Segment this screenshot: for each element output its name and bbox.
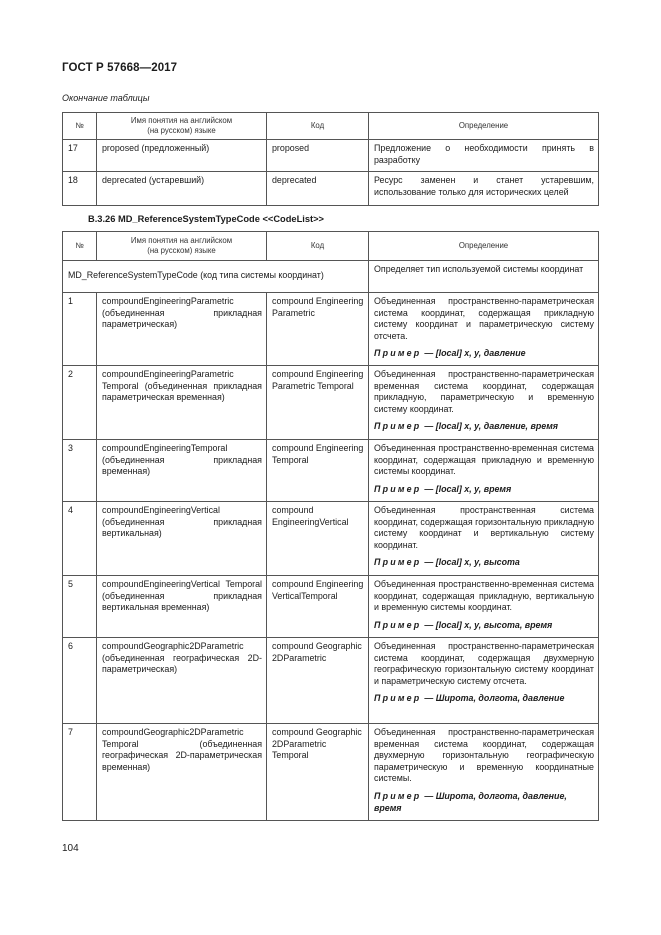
example-label: Пример [374,421,422,432]
table-row [63,638,599,724]
class-row [63,261,599,293]
example-text: — [local] x, y, давление [424,348,526,359]
header-code: Код [267,232,369,261]
cell-number: 7 [63,724,97,821]
header-definition: Определение [369,113,599,140]
example-text: — Широта, долгота, давление [424,693,565,704]
cell-definition: Ресурс заменен и станет устаревшим, использование только для исторических целей [369,172,599,206]
example-note [374,421,594,433]
definition-text: Объединенная пространственно-параметрическая система координат, содержащая двухмерную географическую горизонтальную систему координат и параметрическую систему отсчета. [374,641,594,686]
cell-name: compoundEngineeringVertical Temporal (объединенная прикладная вертикальная временная) [97,576,267,638]
header-number: № [63,113,97,140]
header-number: № [63,232,97,261]
example-note [374,557,594,569]
table-row [63,502,599,576]
codelist-table [62,231,599,821]
example-label: Пример [374,693,422,704]
definition-text: Объединенная пространственно-временная система координат, содержащая прикладную, вертикальную и временную системы координат. [374,579,594,613]
table-row [63,140,599,172]
cell-definition [369,576,599,638]
cell-class-name: MD_ReferenceSystemTypeCode (код типа системы координат) [63,261,369,293]
example-text: — [local] x, y, высота, время [424,619,553,630]
cell-name: deprecated (устаревший) [97,172,267,206]
table-row [63,576,599,638]
table-row [63,366,599,440]
definition-text: Объединенная пространственно-параметрическая система координат, содержащая прикладную систему координат и параметрическую систему отсчета. [374,296,594,341]
cell-name: compoundGeographic2DParametric (объединенная географическая 2D-параметрическая) [97,638,267,724]
example-note [374,791,594,814]
header-definition: Определение [369,232,599,261]
cell-name: compoundEngineeringParametric (объединенная прикладная параметрическая) [97,293,267,366]
cell-code: deprecated [267,172,369,206]
cell-code: compound Geographic 2DParametric [267,638,369,724]
cell-number: 18 [63,172,97,206]
table-row [63,293,599,366]
example-note [374,348,594,360]
cell-code: compound Engineering VerticalTemporal [267,576,369,638]
cell-number: 2 [63,366,97,440]
table-row [63,440,599,502]
table-row [63,172,599,206]
cell-code: compound Engineering Temporal [267,440,369,502]
cell-number: 1 [63,293,97,366]
cell-definition [369,366,599,440]
cell-name: compoundEngineeringParametric Temporal (объединенная прикладная параметрическая временная) [97,366,267,440]
header-name: Имя понятия на английском (на русском) языке [97,232,267,261]
page-number: 104 [62,843,79,854]
cell-code: proposed [267,140,369,172]
example-note [374,620,594,632]
definition-text: Объединенная пространственно-временная система координат, содержащая прикладную и временную системы координат. [374,443,594,477]
cell-name: compoundEngineeringTemporal (объединенная прикладная временная) [97,440,267,502]
table-header-row [63,113,599,140]
cell-number: 4 [63,502,97,576]
example-label: Пример [374,348,422,359]
cell-definition [369,293,599,366]
example-note [374,484,594,496]
cell-name: proposed (предложенный) [97,140,267,172]
example-text: — [local] x, y, высота [424,557,520,568]
table-header-row [63,232,599,261]
cell-code: compound Geographic 2DParametric Temporal [267,724,369,821]
cell-number: 3 [63,440,97,502]
cell-number: 17 [63,140,97,172]
table-continuation [62,112,599,206]
example-label: Пример [374,557,422,568]
definition-text: Объединенная пространственно-параметрическая временная система координат, содержащая двухмерную горизонтальную географическую параметрическую и временную координатные системы. [374,727,594,784]
cell-definition [369,638,599,724]
table-row [63,724,599,821]
section-heading: В.3.26 MD_ReferenceSystemTypeCode <<CodeList>> [88,214,324,224]
cell-class-definition: Определяет тип используемой системы координат [369,261,599,293]
example-label: Пример [374,619,422,630]
cell-code: compound Engineering Parametric [267,293,369,366]
cell-name: compoundGeographic2DParametric Temporal (объединенная географическая 2D-параметрическая временная) [97,724,267,821]
document-title: ГОСТ Р 57668—2017 [62,62,178,74]
cell-number: 6 [63,638,97,724]
example-text: — Широта, долгота, давление, время [374,790,567,813]
cell-definition [369,502,599,576]
example-text: — [local] x, y, давление, время [424,421,558,432]
definition-text: Объединенная пространственно-параметрическая временная система координат, содержащая прикладную, параметрическую и временную систему координат. [374,369,594,414]
cell-code: compound Engineering Parametric Temporal [267,366,369,440]
example-label: Пример [374,483,422,494]
cell-definition: Предложение о необходимости принять в разработку [369,140,599,172]
header-name: Имя понятия на английском (на русском) языке [97,113,267,140]
cell-number: 5 [63,576,97,638]
header-code: Код [267,113,369,140]
cell-name: compoundEngineeringVertical (объединенная прикладная вертикальная) [97,502,267,576]
definition-text: Объединенная пространственная система координат, содержащая горизонтальную прикладную систему координат и вертикальную систему координат. [374,505,594,550]
cell-definition [369,440,599,502]
cell-code: compound EngineeringVertical [267,502,369,576]
cell-definition [369,724,599,821]
example-text: — [local] x, y, время [424,483,512,494]
example-note [374,693,594,705]
table-caption: Окончание таблицы [62,93,150,103]
example-label: Пример [374,790,422,801]
